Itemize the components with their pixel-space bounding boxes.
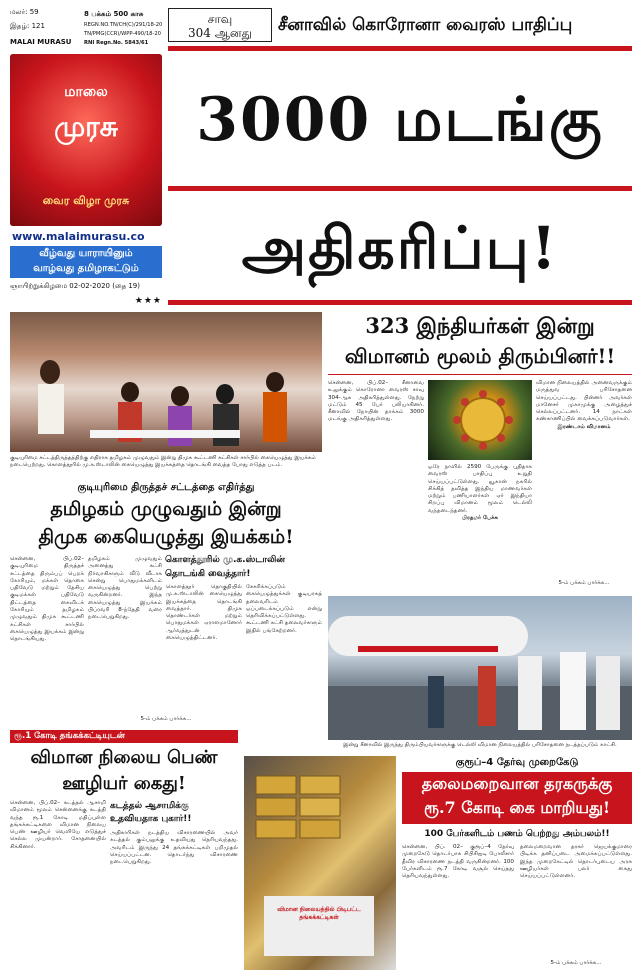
- gold-photo-note: விமான நிலையத்தில் பிடிபட்ட தங்கக்கட்டிகள்: [277, 906, 361, 921]
- logo-top-word: மாலை: [64, 84, 108, 100]
- edition-stars: ★★★: [134, 296, 162, 306]
- return-story: [328, 312, 632, 590]
- rally-column-1-text: சென்னை, பிப்.02– குடியுரிமை திருத்தச் சட்டத்தை திரும்பப் பெறக் கோரியும், மக்கள் தொகை பதிவேடு மற்றும் தேசிய குடிமக்கள் பதிவேடு திட்டத்தை கைவிடக் கோரியும் தமிழகம் முழுவதும் திமுக கூட்டணி கட்சிகள் சார்பில் கையெழுத்து இயக்கம் இன்று தொடங்கியது.: [10, 556, 84, 643]
- volume-label: மலர்:: [10, 8, 28, 16]
- volume-value: 59: [29, 8, 39, 16]
- lead-top-bar: [168, 46, 632, 51]
- plane-photo: [328, 596, 632, 740]
- gold-story: [10, 730, 238, 970]
- return-column-1-text: சென்னை, பிப்.02– சீனாவை உலுக்கும் கொரோனா வைரஸ் சாவு 304-ஆக அதிகரித்துள்ளது. நேற்று மட்டும் 45 பேர் பலியாகினர். சீனாவில் நோயின் தாக்கம் 3000 மடங்கு அதிகரித்துள்ளது.: [328, 380, 424, 423]
- slogan-line-1: வீழ்வது யாராயினும்: [39, 248, 133, 259]
- return-continued[interactable]: 5-ம் பக்கம் பார்க்க...: [558, 580, 610, 586]
- logo-main-word: முரசு: [54, 110, 118, 143]
- price-line: 8 பக்கம் 500 காசு: [84, 10, 144, 18]
- lead-story: [168, 8, 632, 308]
- tnpsc-continued[interactable]: 5-ம் பக்கம் பார்க்க...: [550, 960, 602, 966]
- issue-value: 121: [31, 22, 45, 30]
- website-url[interactable]: www.malaimurasu.co: [12, 230, 145, 243]
- return-column-1: [328, 380, 424, 580]
- reg-line-3: RNI Regn.No. 5843/61: [84, 40, 149, 46]
- return-column-3-subhead: இரண்டாம் விமானம்: [557, 423, 611, 430]
- tnpsc-sub: 100 பேர்களிடம் பணம் பெற்றது அம்பலம்!!: [424, 829, 610, 839]
- rally-kicker: குடியுரிமை திருத்தச் சட்டத்தை எதிர்த்து: [77, 482, 255, 493]
- return-headline-line1: 323 இந்தியர்கள் இன்று: [365, 313, 595, 338]
- gold-photo: [244, 756, 396, 970]
- return-column-3-text: விமான நிலையத்தில் அனைவருக்கும் மருத்துவ பரிசோதனை செய்யப்பட்டது. பின்னர் அவர்கள் மானேசர் முகாமுக்கு அழைத்துச் செல்லப்பட்டனர். 14 நாட்கள் கண்காணிப்பில் வைக்கப்படுவார்கள்.: [536, 380, 632, 423]
- logo-subtitle: வைர விழா முரசு: [42, 194, 130, 207]
- gold-column-1-text: சென்னை, பிப்.02– கடத்தல் ஆசாமி விமானம் மூலம் சென்னைக்கு கடத்தி வந்த ரூ.1 கோடி மதிப்புள்ள தங்கக்கட்டிகளை விமான நிலைய பெண் ஊழியர் வெளியே எடுத்துச் செல்ல முயன்றார். சோதனையில் சிக்கினார்.: [10, 800, 106, 850]
- rally-column-4-text: சேகரிக்கப்படும் கையெழுத்துக்கள் குடியரசுத் தலைவரிடம் ஒப்படைக்கப்படும் என்று தெரிவிக்கப்பட்டுள்ளது. கூட்டணி கட்சி தலைவர்களும் இதில் பங்கேற்றனர்.: [246, 584, 322, 634]
- rally-crowd-illustration: [10, 312, 322, 452]
- return-column-3: [536, 380, 632, 580]
- rally-column-2-text: தமிழகம் முழுவதும் அனைத்து கட்சி நிர்வாகிகளும் வீடு வீடாக சென்று பொதுமக்களிடம் கையெழுத்து பெற்று வருகின்றனர். இந்த கையெழுத்து இயக்கம் பிப்ரவரி 8-ந்தேதி வரை நடைபெறுகிறது.: [88, 556, 162, 621]
- rally-headline-line2: திமுக கையெழுத்து இயக்கம்!: [38, 526, 294, 548]
- publisher-name: MALAI MURASU: [10, 38, 72, 46]
- lead-kicker-left: [168, 8, 272, 42]
- gold-kicker: ரூ.1 கோடி தங்கக்கட்டியுடன்: [14, 731, 125, 741]
- lead-kicker-left-line1: சாவு: [207, 12, 233, 26]
- rally-column-3-text: கொளத்தூர் தொகுதியில் மு.க.ஸ்டாலின் கையெழுத்து இயக்கத்தை தொடங்கி வைத்தார். திமுக தொண்டர்கள் மற்றும் பொதுமக்கள் ஏராளமானோர் ஆர்வத்துடன் கையெழுத்திட்டனர்.: [166, 584, 242, 642]
- date-line: ஞாயிற்றுக்கிழமை 02-02-2020 (தை 19): [10, 282, 140, 290]
- tnpsc-headline-box: [402, 772, 632, 824]
- issue-label: இதழ்:: [10, 22, 30, 30]
- plane-illustration: [328, 596, 632, 740]
- rally-sub-line2: தொடங்கி வைத்தார்!: [165, 569, 251, 579]
- plane-story: [328, 596, 632, 752]
- masthead-logo: [10, 54, 162, 226]
- gold-column-1: [10, 800, 106, 966]
- gold-kicker-bar: [10, 730, 238, 743]
- tnpsc-story: [402, 756, 632, 970]
- gold-column-2: [110, 830, 238, 966]
- gold-sub-line1: கடத்தல் ஆசாமிக்கு: [110, 801, 189, 811]
- return-column-2-subhead: பிரதமர் பேச்சு: [462, 515, 498, 522]
- gold-column-2-text: அதிகாரிகள் நடத்திய விசாரணையில் அவர் கடத்தல் கும்பலுக்கு உதவியது தெரியவந்தது. அவரிடம் இருந்து 24 தங்கக்கட்டிகள் பறிமுதல் செய்யப்பட்டன. தொடர்ந்து விசாரணை நடைபெறுகிறது.: [110, 830, 238, 866]
- slogan-box: [10, 246, 162, 278]
- virus-illustration: [428, 380, 532, 460]
- gold-headline-line2: ஊழியர் கைது!: [62, 773, 186, 794]
- virus-photo: [428, 380, 532, 460]
- plane-caption: இன்று சீனாவில் இருந்து திரும்பியவர்களுக்கு டெல்லி விமான நிலையத்தில் பரிசோதனை நடத்தப்படும் காட்சி.: [343, 742, 617, 748]
- tnpsc-column-1-text: சென்னை, பிப். 02– குரூப்–4 தேர்வு முறைகேடு தொடர்பாக சிபிசிஐடி போலீசார் தீவிர விசாரணை நடத்தி வருகின்றனர். 100 பேர்களிடம் ரூ.7 கோடி வசூல் செய்தது தெரியவந்துள்ளது.: [402, 844, 514, 880]
- lead-headline-line2: அதிகரிப்பு!: [241, 214, 559, 282]
- return-column-2-text: ஒரே நாளில் 2590 பேருக்கு புதிதாக வைரஸ் பாதிப்பு உறுதி செய்யப்பட்டுள்ளது. வூகான் நகரில் சிக்கித் தவித்த இந்திய மாணவர்கள் மற்றும் பணியாளர்கள் ஏர் இந்தியா சிறப்பு விமானம் மூலம் டெல்லி வந்தடைந்தனர்.: [428, 464, 532, 514]
- lead-bottom-bar: [168, 300, 632, 305]
- tnpsc-headline-line1: தலைமறைவான தரகருக்கு: [421, 774, 613, 793]
- masthead: [10, 8, 162, 308]
- rally-column-2: [88, 556, 162, 716]
- lead-kicker-left-line2: 304 ஆனது: [188, 26, 252, 40]
- rally-sub-line1: கொளத்தூரில் மு.க.ஸ்டாலின்: [165, 555, 286, 565]
- rally-caption: குடியுரிமை சட்டத்திருத்தத்திற்கு எதிராக தமிழகம் முழுவதும் இன்று திமுக கூட்டணி கட்சிகள் சார்பில் கையெழுத்து இயக்கம் நடைபெற்றது. கொளத்தூரில் மு.க.ஸ்டாலின் கையெழுத்து இயக்கத்தை தொடங்கி வைத்த போது எடுத்த படம்.: [10, 455, 316, 468]
- tnpsc-headline-line2: ரூ.7 கோடி கை மாறியது!: [423, 798, 611, 817]
- rally-continued[interactable]: 5-ம் பக்கம் பார்க்க...: [140, 716, 192, 722]
- lead-kicker-right: சீனாவில் கொரோனா வைரஸ் பாதிப்பு: [278, 15, 573, 35]
- lead-headline-line1: 3000 மடங்கு: [196, 85, 604, 155]
- rally-headline-line1: தமிழகம் முழுவதும் இன்று: [50, 498, 282, 520]
- return-column-2: [428, 464, 532, 580]
- lead-mid-bar: [168, 186, 632, 191]
- tnpsc-column-2: [520, 844, 632, 960]
- rally-column-3: [166, 584, 242, 714]
- reg-line-2: TN/PMG(CCR)/WPP-490/18-20: [84, 31, 161, 37]
- rally-story: [10, 312, 322, 726]
- return-headline-line2: விமானம் மூலம் திரும்பினர்!!: [344, 344, 616, 368]
- rally-column-4: [246, 584, 322, 714]
- rally-column-1: [10, 556, 84, 716]
- tnpsc-column-1: [402, 844, 514, 960]
- gold-bars-illustration: [244, 756, 396, 970]
- gold-headline-line1: விமான நிலைய பெண்: [30, 747, 218, 768]
- gold-sub-line2: உதவியதாக புகார்!!: [110, 814, 192, 824]
- tnpsc-kicker: குரூப்–4 தேர்வு முறைகேடு: [455, 757, 579, 768]
- return-rule: [328, 374, 632, 375]
- slogan-line-2: வாழ்வது தமிழாகட்டும்: [33, 263, 139, 274]
- reg-line-1: REGN.NO.TN/CH(C)/291/18-20: [84, 22, 162, 28]
- tnpsc-column-2-text: தலைமறைவான தரகர் ஜெயக்குமாரை பிடிக்க தனிப்படை அமைக்கப்பட்டுள்ளது. இந்த முறைகேட்டில் தொடர்புடைய அரசு ஊழியர்கள் பலர் கைது செய்யப்பட்டுள்ளனர்.: [520, 844, 632, 880]
- rally-photo: [10, 312, 322, 452]
